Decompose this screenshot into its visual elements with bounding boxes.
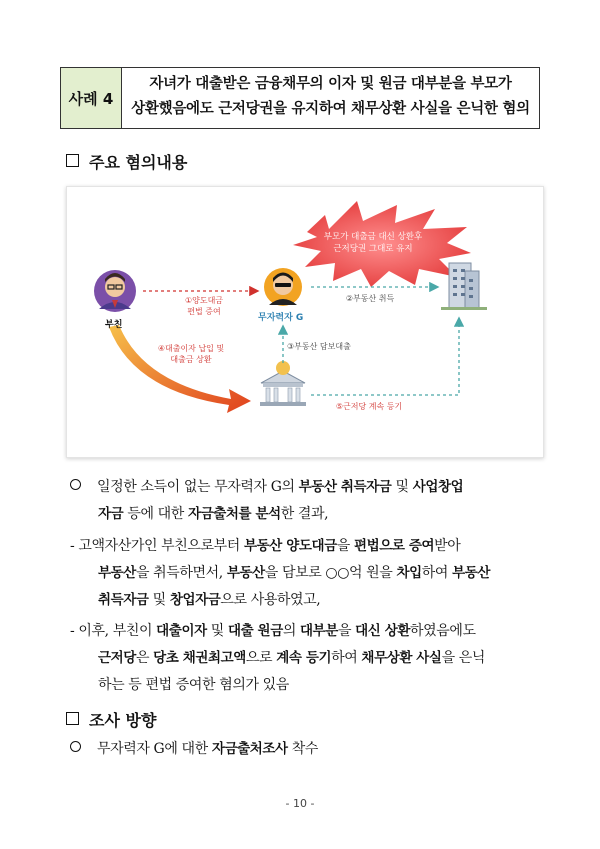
p3-t9: 을 은닉: [441, 650, 486, 666]
p3-b8: 채무상환 사실: [361, 650, 442, 666]
page-number: - 10 -: [285, 797, 315, 810]
p1-b4: 자금출처를 분석: [187, 506, 281, 522]
bank-icon: [260, 361, 306, 406]
p3-t6: 은: [135, 650, 154, 666]
burst-line-2: 근저당권 그대로 유지: [333, 244, 413, 254]
section-heading-main-charges: [66, 150, 187, 173]
p2-t6: 하여: [421, 565, 453, 581]
p3-b6: 당초 채권최고액: [153, 650, 246, 666]
step-3-label: ③부동산 담보대출: [287, 342, 351, 351]
p1-t1: 일정한 소득이 없는 무자력자 G의: [97, 479, 299, 495]
p3-b4: 대신 상환: [355, 623, 411, 639]
father-label: 부친: [105, 320, 123, 330]
p2-t8: 으로 사용하였고,: [220, 592, 321, 608]
circle-bullet-icon: [70, 479, 81, 490]
p3-b3: 대부분: [300, 623, 338, 639]
step-1-line-2: 편법 증여: [187, 307, 221, 316]
finding-paragraph-3: [70, 618, 550, 699]
step-1-label: [169, 295, 239, 317]
step-2-label: ②부동산 취득: [345, 294, 395, 303]
p1-b3: 자금: [98, 506, 124, 522]
flow-diagram: [66, 186, 544, 458]
p3-t8: 하여: [331, 650, 362, 666]
step-5-label: ⑤근저당 계속 등기: [335, 402, 403, 411]
burst-callout: [303, 231, 443, 255]
p1-t4: 한 결과,: [280, 506, 329, 522]
p2-t4: 을 취득하면서,: [135, 565, 227, 581]
case-title: [122, 68, 539, 128]
child-g-label: 무자력자 G: [258, 313, 304, 323]
p1-b2: 사업창업: [412, 479, 464, 495]
p3-t5: 하였음에도: [410, 623, 476, 639]
square-bullet-icon: [66, 154, 79, 167]
p2-t3: 받아: [434, 538, 461, 554]
p2-b4: 부동산: [226, 565, 265, 581]
p2-t5: 을 담보로 ○○억 원을: [264, 565, 397, 581]
child-g-avatar-icon: [264, 268, 302, 306]
case-title-line-2: 상환했음에도 근저당권을 유지하여 채무상환 사실을 은닉한 혐의: [131, 101, 530, 117]
section-heading-investigation: [66, 708, 156, 731]
p1-t2: 및: [391, 479, 413, 495]
p3-b5: 근저당: [98, 650, 136, 666]
p3-t3: 의: [282, 623, 301, 639]
p2-b8: 창업자금: [169, 592, 221, 608]
p1-b1: 부동산 취득자금: [298, 479, 392, 495]
burst-line-1: 부모가 대출금 대신 상환후: [323, 232, 423, 242]
p4-b1: 자금출처조사: [211, 741, 288, 757]
step-4-label: [151, 343, 231, 365]
section-heading-text: 주요 혐의내용: [89, 153, 188, 172]
diagram-graphics: [67, 187, 543, 457]
p3-b7: 계속 등기: [276, 650, 332, 666]
finding-paragraph-2: [70, 533, 550, 614]
p2-b1: 부동산 양도대금: [243, 538, 337, 554]
finding-paragraph-1: [70, 474, 550, 528]
p3-t7: 으로: [245, 650, 277, 666]
case-box: [60, 67, 540, 129]
case-title-line-1: 자녀가 대출받은 금융채무의 이자 및 원금 대부분을 부모가: [149, 76, 512, 92]
p4-t1: 무자력자 G에 대한: [97, 741, 212, 757]
step-1-line-1: ①양도대금: [184, 296, 224, 305]
arrow-repayment: [109, 325, 251, 413]
case-label: 사례 4: [61, 68, 122, 128]
p2-t7: 및: [148, 592, 170, 608]
investigation-paragraph: [70, 736, 550, 763]
p3-b2: 대출 원금: [227, 623, 283, 639]
p3-t10: 하는 등 편법 증여한 혐의가 있음: [98, 677, 289, 693]
p2-b2: 편법으로 증여: [353, 538, 435, 554]
p3-t2: 및: [206, 623, 228, 639]
arrow-mortgage: [311, 319, 459, 395]
father-avatar-icon: [94, 270, 136, 312]
square-bullet-icon: [66, 712, 79, 725]
step-4-line-2: 대출금 상환: [170, 355, 212, 364]
p2-b6: 부동산: [452, 565, 491, 581]
p3-b1: 대출이자: [156, 623, 207, 639]
p2-t2: 을: [336, 538, 354, 554]
p1-t3: 등에 대한: [123, 506, 188, 522]
section-heading-text: 조사 방향: [89, 711, 157, 730]
circle-bullet-icon: [70, 741, 81, 752]
p3-t4: 을: [337, 623, 356, 639]
p2-b7: 취득자금: [98, 592, 149, 608]
step-4-line-1: ④대출이자 납입 및: [157, 344, 225, 353]
p2-b5: 차입: [396, 565, 422, 581]
p4-t2: 착수: [287, 741, 318, 757]
p2-t1: - 고액자산가인 부친으로부터: [70, 538, 244, 554]
p2-b3: 부동산: [98, 565, 136, 581]
p3-t1: - 이후, 부친이: [70, 623, 157, 639]
